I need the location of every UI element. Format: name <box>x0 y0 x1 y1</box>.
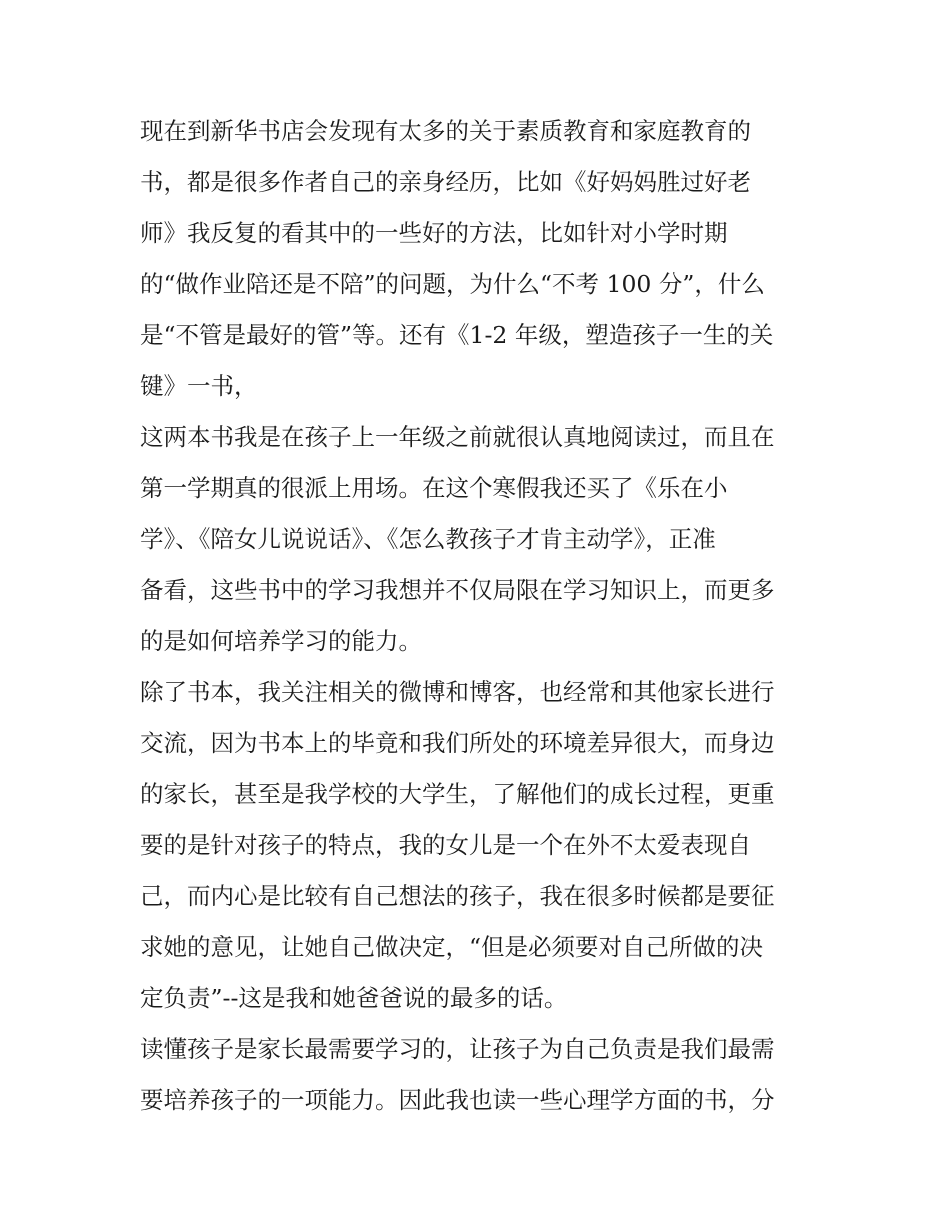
text-line: 交流，因为书本上的毕竟和我们所处的环境差异很大，而身边 <box>140 729 775 757</box>
text-line: 要培养孩子的一项能力。因此我也读一些心理学方面的书，分 <box>140 1086 775 1114</box>
text-line: 求她的意见，让她自己做决定，“但是必须要对自己所做的决 <box>140 933 764 961</box>
text-line: 现在到新华书店会发现有太多的关于素质教育和家庭教育的 <box>140 117 751 145</box>
text-line: 己，而内心是比较有自己想法的孩子，我在很多时候都是要征 <box>140 882 775 910</box>
text-line: 第一学期真的很派上用场。在这个寒假我还买了《乐在小 <box>140 474 728 502</box>
text-line: 的家长，甚至是我学校的大学生，了解他们的成长过程，更重 <box>140 780 775 808</box>
text-line: 备看，这些书中的学习我想并不仅局限在学习知识上，而更多 <box>140 576 775 604</box>
text-line: 学》、《陪女儿说说话》、《怎么教孩子才肯主动学》，正准 <box>140 525 716 553</box>
text-line: 读懂孩子是家长最需要学习的，让孩子为自己负责是我们最需 <box>140 1035 775 1063</box>
text-line: 的是如何培养学习的能力。 <box>140 627 422 655</box>
text-line: 书，都是很多作者自己的亲身经历，比如《好妈妈胜过好老 <box>140 168 751 196</box>
text-line: 师》我反复的看其中的一些好的方法，比如针对小学时期 <box>140 219 728 247</box>
text-line: 键》一书， <box>140 372 258 400</box>
text-line: 除了书本，我关注相关的微博和博客，也经常和其他家长进行 <box>140 678 775 706</box>
text-line: 这两本书我是在孩子上一年级之前就很认真地阅读过，而且在 <box>140 423 775 451</box>
text-line: 的“做作业陪还是不陪”的问题，为什么“不考 100 分”，什么 <box>140 270 765 298</box>
document-body <box>140 106 814 1126</box>
text-line: 定负责”--这是我和她爸爸说的最多的话。 <box>140 984 568 1012</box>
text-line: 是“不管是最好的管”等。还有《1-2 年级，塑造孩子一生的关 <box>140 321 774 349</box>
text-line: 要的是针对孩子的特点，我的女儿是一个在外不太爱表现自 <box>140 831 751 859</box>
